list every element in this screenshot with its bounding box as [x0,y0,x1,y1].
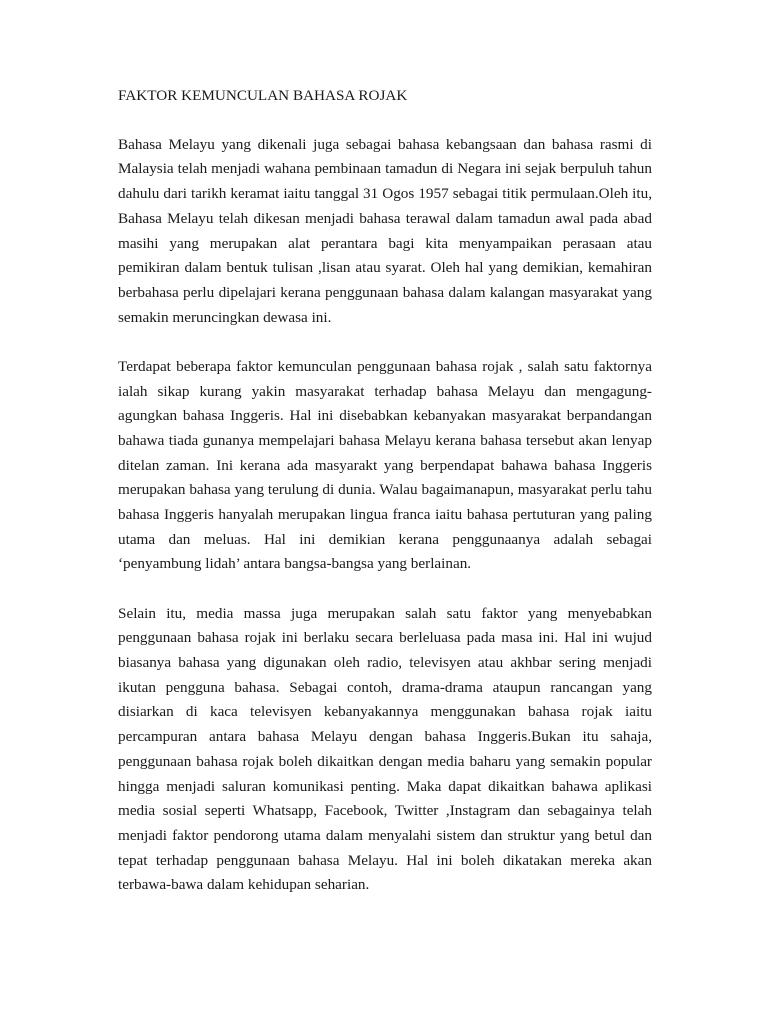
paragraph-attitude-factor: Terdapat beberapa faktor kemunculan penggunaan bahasa rojak , salah satu faktornya ialah sikap kurang yakin masyarakat terhadap bahasa Melayu dan mengagung-agungkan bahasa Inggeris. Hal ini disebabkan kebanyakan masyarakat berpandangan bahawa tiada gunanya mempelajari bahasa Melayu kerana bahasa tersebut akan lenyap ditelan zaman. Ini kerana ada masyarakt yang berpendapat bahawa bahasa Inggeris merupakan bahasa yang terulung di dunia. Walau bagaimanapun, masyarakat perlu tahu bahasa Inggeris hanyalah merupakan lingua franca iaitu bahasa pertuturan yang paling utama dan meluas. Hal ini demikian kerana penggunaanya adalah sebagai ‘penyambung lidah’ antara bangsa-bangsa yang berlainan. [118,357,652,573]
paragraph-mass-media-factor: Selain itu, media massa juga merupakan salah satu faktor yang menyebabkan penggunaan bahasa rojak ini berlaku secara berleluasa pada masa ini. Hal ini wujud biasanya bahasa yang digunakan oleh radio, televisyen atau akhbar sering menjadi ikutan pengguna bahasa. Sebagai contoh, drama-drama ataupun rancangan yang disiarkan di kaca televisyen kebanyakannya menggunakan bahasa rojak iaitu percampuran antara bahasa Melayu dengan bahasa Inggeris.Bukan itu sahaja, penggunaan bahasa rojak boleh dikaitkan dengan media baharu yang semakin popular hingga menjadi saluran komunikasi penting. Maka dapat dikaitkan bahawa aplikasi media sosial seperti Whatsapp, Facebook, Twitter ,Instagram dan sebagainya telah menjadi faktor pendorong utama dalam menyalahi sistem dan struktur yang betul dan tepat terhadap penggunaan bahasa Melayu. Hal ini boleh dikatakan mereka akan terbawa-bawa dalam kehidupan seharian. [118,604,652,894]
paragraph-intro: Bahasa Melayu yang dikenali juga sebagai bahasa kebangsaan dan bahasa rasmi di Malaysia telah menjadi wahana pembinaan tamadun di Negara ini sejak berpuluh tahun dahulu dari tarikh keramat iaitu tanggal 31 Ogos 1957 sebagai titik permulaan.Oleh itu, Bahasa Melayu telah dikesan menjadi bahasa terawal dalam tamadun awal pada abad masihi yang merupakan alat perantara bagi kita menyampaikan perasaan atau pemikiran dalam bentuk tulisan ,lisan atau syarat. Oleh hal yang demikian, kemahiran berbahasa perlu dipelajari kerana penggunaan bahasa dalam kalangan masyarakat yang semakin meruncingkan dewasa ini. [118,135,652,326]
document-body [118,84,652,923]
document-title: FAKTOR KEMUNCULAN BAHASA ROJAK [118,87,408,104]
